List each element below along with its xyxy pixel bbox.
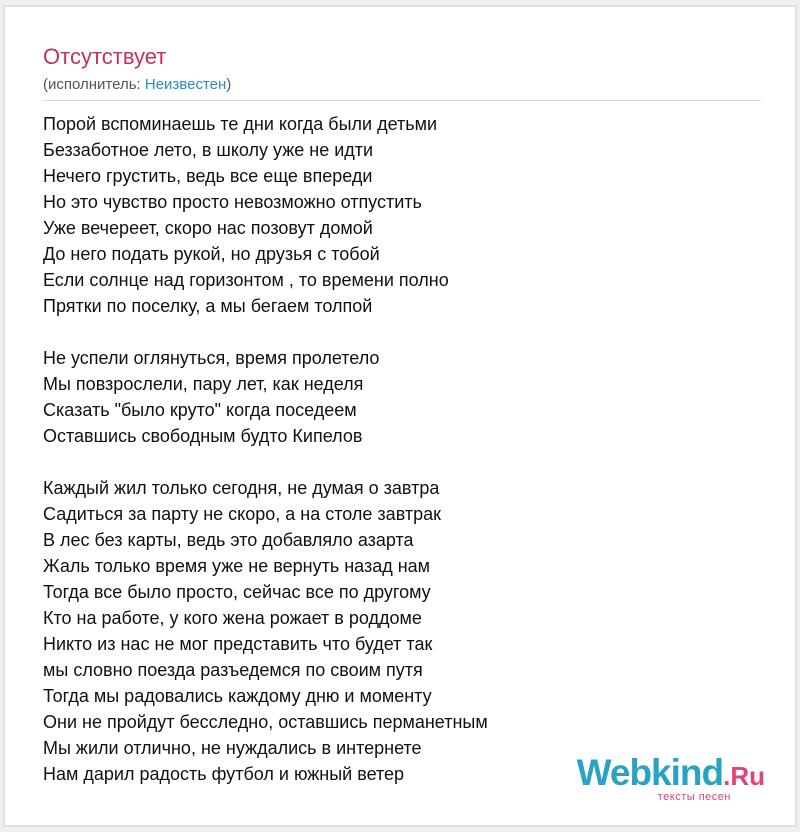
logo-main-text: Webkind [576,752,724,793]
lyrics-line: Кто на работе, у кого жена рожает в роддоме [43,608,422,628]
lyrics-line: Никто из нас не мог представить что будет так [43,634,433,654]
lyrics-line: Каждый жил только сегодня, не думая о завтра [43,478,440,498]
lyrics-line: Оставшись свободным будто Кипелов [43,426,363,446]
lyrics-line: Прятки по поселку, а мы бегаем толпой [43,296,373,316]
site-logo[interactable] [577,754,765,803]
logo-tagline: тексты песен [657,791,731,803]
artist-suffix: ) [226,76,232,93]
lyrics-line: Мы повзрослели, пару лет, как неделя [43,374,364,394]
lyrics-line: Порой вспоминаешь те дни когда были детьми [43,114,438,134]
lyrics-line: Не успели оглянуться, время пролетело [43,348,380,368]
lyrics-line: Сказать "было круто" когда поседеем [43,400,357,420]
lyrics-line: Они не пройдут бесследно, оставшись перманетным [43,712,488,732]
lyrics-line: До него подать рукой, но друзья с тобой [43,244,380,264]
title-divider [43,100,761,101]
lyrics-line: мы словно поезда разъедемся по своим путя [43,660,423,680]
logo-suffix: .Ru [723,761,765,791]
lyrics-line: Тогда все было просто, сейчас все по другому [43,582,431,602]
lyrics-line: В лес без карты, ведь это добавляло азарта [43,530,414,550]
lyrics-line: Тогда мы радовались каждому дню и моменту [43,686,432,706]
artist-prefix: (исполнитель: [43,76,145,93]
artist-link[interactable]: Неизвестен [144,76,227,93]
lyrics-body [43,111,763,813]
lyrics-card [4,6,796,826]
lyrics-line: Жаль только время уже не вернуть назад нам [43,556,431,576]
lyrics-stanza [43,111,763,319]
lyrics-line: Нам дарил радость футбол и южный ветер [43,764,405,784]
lyrics-line: Нечего грустить, ведь все еще впереди [43,166,373,186]
lyrics-stanza [43,345,763,449]
artist-line [43,75,231,95]
lyrics-line: Если солнце над горизонтом , то времени полно [43,270,449,290]
song-title: Отсутствует [43,44,167,69]
lyrics-stanza [43,475,763,787]
lyrics-line: Уже вечереет, скоро нас позовут домой [43,218,373,238]
lyrics-line: Беззаботное лето, в школу уже не идти [43,140,374,160]
logo-wordmark [577,754,765,795]
lyrics-line: Мы жили отлично, не нуждались в интернете [43,738,422,758]
lyrics-line: Но это чувство просто невозможно отпустить [43,192,422,212]
lyrics-line: Садиться за парту не скоро, а на столе завтрак [43,504,441,524]
